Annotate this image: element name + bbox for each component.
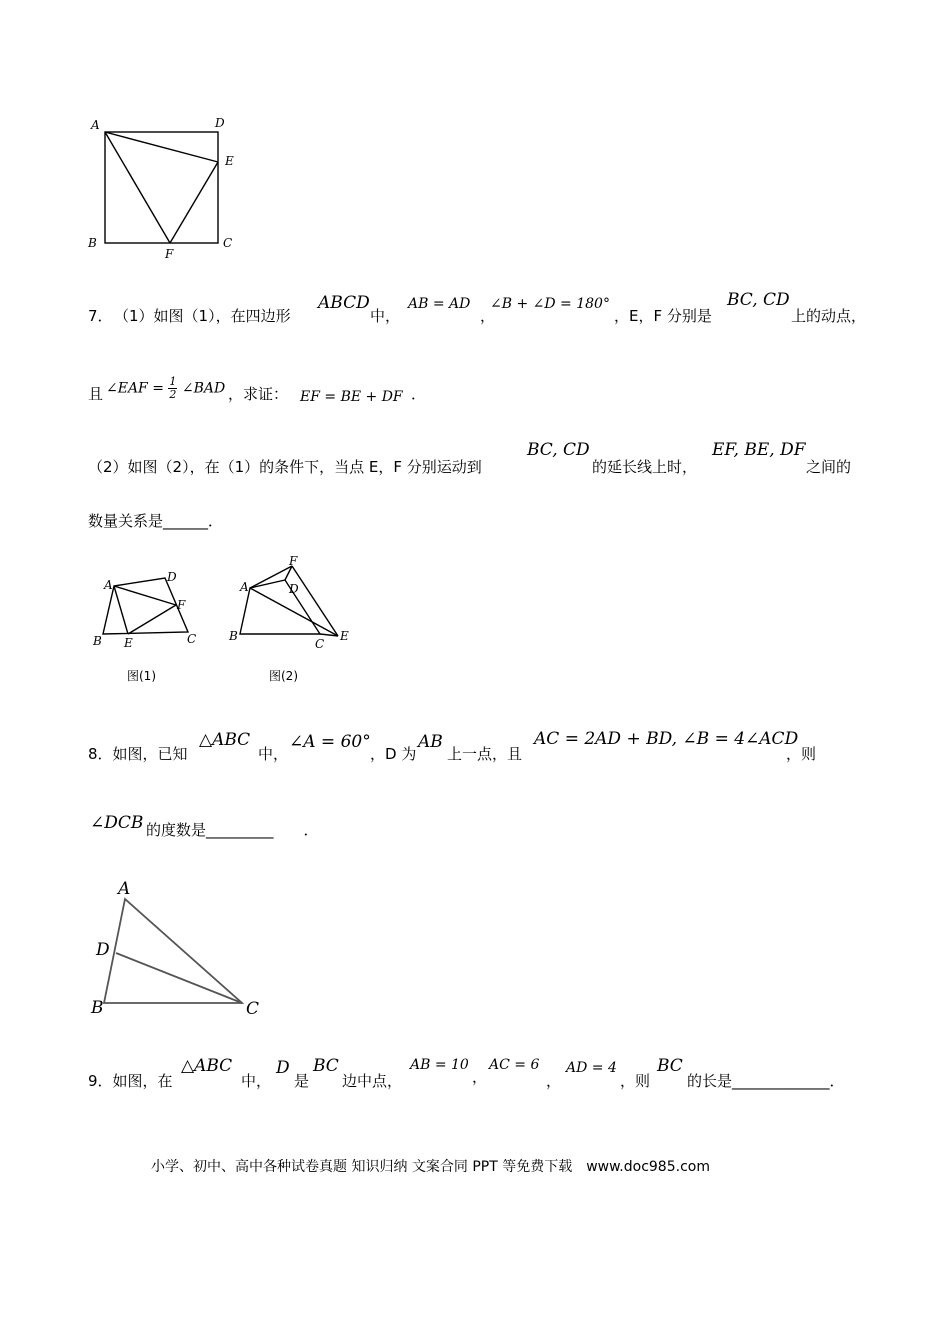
fig2-label-b: B bbox=[229, 629, 238, 643]
q8-fig-label-b: B bbox=[91, 998, 104, 1018]
q9-text-e: ，则 bbox=[620, 1072, 651, 1090]
fig6-label-c: C bbox=[223, 236, 233, 250]
fig1-label-e: E bbox=[124, 636, 133, 650]
q8-angle-dcb: ∠DCB bbox=[90, 813, 144, 833]
fig6-label-e: E bbox=[225, 154, 234, 168]
q7-part1-text-c: ，E，F 分别是 bbox=[614, 307, 712, 325]
q8-triangle-abc: △ABC bbox=[199, 730, 251, 750]
q7-part1-text-f: ，求证： bbox=[228, 385, 289, 403]
q8-text-d: 上一点，且 bbox=[447, 745, 523, 763]
q7-angle-eaf: ∠EAF = $\frac{1}{2}$ ∠BAD bbox=[106, 375, 226, 401]
q7-part2-text-d: 数量关系是______． bbox=[88, 512, 224, 530]
q7-part1-text-e: 且 bbox=[88, 385, 104, 403]
fig6-label-b: B bbox=[88, 236, 97, 250]
fig2-label-e: E bbox=[340, 629, 349, 643]
q7-bc-cd-2: BC, CD bbox=[527, 440, 590, 460]
q7-part2-text-a: （2）如图（2），在（1）的条件下，当点 E，F 分别运动到 bbox=[88, 458, 482, 476]
fig1-label-c: C bbox=[187, 632, 197, 646]
q9-text-c: 是 bbox=[294, 1072, 310, 1090]
fig1-label-f: F bbox=[177, 598, 186, 612]
q8-segment-dc bbox=[116, 953, 242, 1003]
q8-angle-a: ∠A = 60° bbox=[289, 732, 371, 752]
q9-d: D bbox=[276, 1058, 290, 1078]
q7-number: 7． bbox=[88, 307, 113, 325]
fig2-label-d: D bbox=[289, 582, 299, 596]
q7-part1-text-b: 中， bbox=[370, 307, 401, 325]
fig2-label-a: A bbox=[240, 580, 249, 594]
fig6-label-d: D bbox=[215, 116, 225, 130]
fig1-caption: 图(1) bbox=[127, 669, 156, 683]
q8-text-f: 的度数是_________ ． bbox=[146, 821, 319, 839]
q9-ac: AC = 6 bbox=[489, 1057, 540, 1073]
q8-text-a: 8．如图，已知 bbox=[88, 745, 188, 763]
fig6-label-a: A bbox=[91, 118, 100, 132]
q7-part1-text-a: （1）如图（1），在四边形 bbox=[114, 307, 291, 325]
q7-comma: ， bbox=[480, 307, 496, 325]
q9-text-b: 中， bbox=[241, 1072, 272, 1090]
fig6-label-f: F bbox=[165, 247, 174, 261]
q9-text-a: 9．如图，在 bbox=[88, 1072, 173, 1090]
q8-fig-label-c: C bbox=[246, 999, 260, 1019]
q9-bc: BC bbox=[313, 1056, 339, 1076]
fig1-label-a: A bbox=[104, 578, 113, 592]
q8-ab: AB bbox=[418, 732, 443, 752]
q9-text-f: 的长是_____________． bbox=[687, 1072, 845, 1090]
q7-quad-abcd: ABCD bbox=[318, 293, 370, 313]
q9-comma: ， bbox=[472, 1068, 488, 1086]
q7-part2-text-c: 之间的 bbox=[806, 458, 852, 476]
q9-triangle-abc: △ABC bbox=[181, 1056, 233, 1076]
q9-bc-2: BC bbox=[657, 1056, 683, 1076]
q8-fig-label-a: A bbox=[118, 879, 131, 899]
q7-condition-ab-ad: AB = AD bbox=[408, 296, 471, 312]
q7-proof-statement: EF = BE + DF bbox=[300, 389, 403, 405]
fig2-label-f: F bbox=[289, 554, 298, 568]
q9-text-d: 边中点， bbox=[342, 1072, 403, 1090]
q7-part1-text-d: 上的动点， bbox=[791, 307, 867, 325]
q9-ab: AB = 10 bbox=[410, 1057, 469, 1073]
fig2-label-c: C bbox=[315, 637, 325, 651]
q8-triangle bbox=[104, 899, 242, 1003]
q8-text-e: ，则 bbox=[786, 745, 817, 763]
q8-text-c: ，D 为 bbox=[370, 745, 417, 763]
q9-comma-2: ， bbox=[546, 1072, 562, 1090]
q9-ad: AD = 4 bbox=[566, 1060, 617, 1076]
q8-fig-label-d: D bbox=[96, 940, 110, 960]
fig1-label-b: B bbox=[93, 634, 102, 648]
page-footer: 小学、初中、高中各种试卷真题 知识归纳 文案合同 PPT 等免费下载 www.doc985.com bbox=[151, 1159, 710, 1175]
q7-condition-angles: ∠B + ∠D = 180° bbox=[490, 296, 610, 312]
q7-period: ． bbox=[411, 385, 427, 403]
fig1-label-d: D bbox=[167, 570, 177, 584]
q7-ef-be-df: EF, BE, DF bbox=[712, 440, 806, 460]
fig2-caption: 图(2) bbox=[269, 669, 298, 683]
q7-fraction-half: $\frac{1}{2}$ bbox=[169, 375, 177, 401]
q7-part2-text-b: 的延长线上时， bbox=[592, 458, 698, 476]
q7-bc-cd: BC, CD bbox=[727, 290, 790, 310]
q8-condition: AC = 2AD + BD, ∠B = 4∠ACD bbox=[534, 729, 799, 749]
q8-text-b: 中， bbox=[258, 745, 289, 763]
